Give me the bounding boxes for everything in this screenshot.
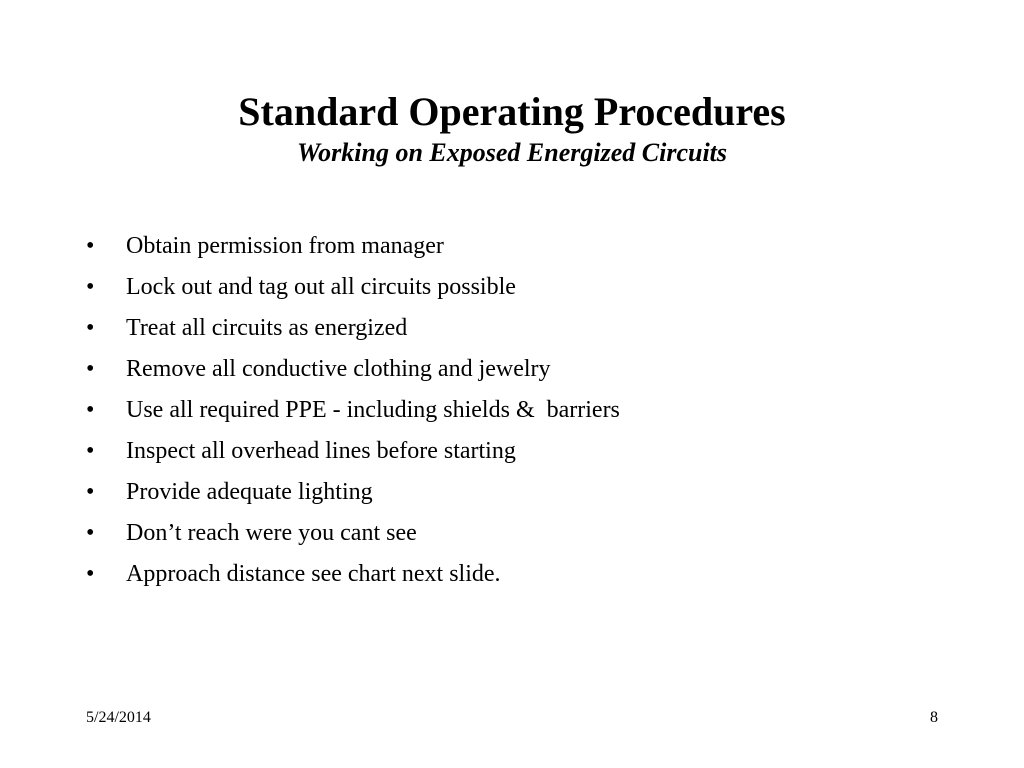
bullet-item — [86, 431, 966, 472]
bullet-icon: • — [86, 315, 95, 341]
bullet-icon: • — [86, 438, 95, 464]
bullet-text: Inspect all overhead lines before starting — [126, 438, 516, 464]
bullet-item — [86, 554, 966, 595]
bullet-text: Treat all circuits as energized — [126, 315, 408, 341]
bullet-icon: • — [86, 561, 95, 587]
bullet-icon: • — [86, 520, 95, 546]
bullet-icon: • — [86, 233, 95, 259]
bullet-item — [86, 267, 966, 308]
title-block — [0, 88, 1024, 170]
bullet-item — [86, 513, 966, 554]
bullet-item — [86, 472, 966, 513]
bullet-icon: • — [86, 356, 95, 382]
bullet-text: Use all required PPE - including shields & barriers — [126, 397, 620, 423]
bullet-text: Approach distance see chart next slide. — [126, 561, 501, 587]
footer-date: 5/24/2014 — [86, 709, 151, 726]
bullet-icon: • — [86, 479, 95, 505]
bullet-item — [86, 226, 966, 267]
bullet-icon: • — [86, 274, 95, 300]
slide-title: Standard Operating Procedures — [238, 89, 786, 134]
slide-subtitle: Working on Exposed Energized Circuits — [296, 138, 728, 167]
bullet-icon: • — [86, 397, 95, 423]
bullet-list — [86, 226, 966, 595]
bullet-text: Lock out and tag out all circuits possible — [126, 274, 516, 300]
bullet-item — [86, 308, 966, 349]
bullet-text: Remove all conductive clothing and jewelry — [126, 356, 551, 382]
bullet-item — [86, 390, 966, 431]
bullet-text: Obtain permission from manager — [126, 233, 444, 259]
bullet-text: Provide adequate lighting — [126, 479, 373, 505]
page-number: 8 — [930, 709, 938, 726]
bullet-item — [86, 349, 966, 390]
bullet-text: Don’t reach were you cant see — [126, 520, 417, 546]
